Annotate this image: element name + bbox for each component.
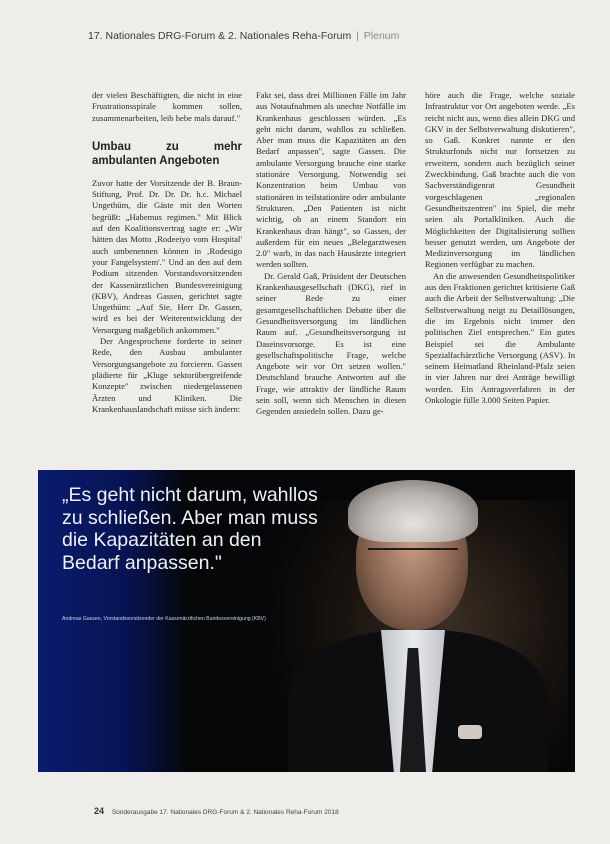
pocket-square (458, 725, 482, 739)
text-column-1 (92, 90, 242, 415)
footer-text: Sonderausgabe 17. Nationales DRG-Forum & 2. Nationales Reha-Forum 2018 (111, 809, 339, 816)
header-title: 17. Nationales DRG-Forum & 2. Nationales Reha-Forum (88, 30, 352, 42)
subheading: Umbau zu mehr ambulanten Angeboten (92, 140, 242, 167)
running-header (88, 30, 568, 42)
pull-quote: „Es geht nicht darum, wahllos zu schließen. Aber man muss die Kapazitäten an den Bedarf anpassen." (62, 484, 318, 574)
paragraph: Zuvor hatte der Vorsitzende der B. Braun-Stiftung, Prof. Dr. Dr. Dr. h.c. Michael Ungethüm, die Gäste mit den Worten begrüßt: „Habemus regimen." Mit Blick auf den Koalitionsvertrag sagte er: „Wir hätten das Motto ‚Rodeeiyo vom Hospital' auch umbenennen können in ‚Rodesigo your Fangelsystem'." Und an den auf dem Podium sitzenden Vorstandsvorsitzenden der Kassenärztlichen Bundesvereinigung (KBV), Andreas Gassen, gerichtet sagte Ungethüm: „Auf Sie, Herr Dr. Gassen, wird es bei der Weiterentwicklung der Versorgung maßgeblich ankommen." (92, 177, 242, 335)
paragraph: höre auch die Frage, welche soziale Infrastruktur vor Ort angeboten werde. „Es reicht nicht aus, wenn dies allein DKG und GKV in der Selbstverwaltung diskutieren", so Gaß. Konkret nannte er den Strukturfonds nicht nur fortsetzen zu erweitern, sondern auch bezüglich seiner Zweckbindung. Gaß brachte auch die von Sachverständigenrat Gesundheit vorgeschlagenen „regionalen Gesundheitszentren" ins Spiel, die mehr seien als Portalkliniken. Auch die Möglichkeiten der Digitalisierung sollten besser genutzt werden, um Angebote der Medizinversorgung im ländlichen Regionen verfügbar zu machen. (425, 90, 575, 270)
speaker-hair (348, 480, 478, 542)
header-separator: | (356, 30, 359, 42)
paragraph: Dr. Gerald Gaß, Präsident der Deutschen Krankenhausgesellschaft (DKG), rief in seiner Rede zu einer gesamtgesellschaftlichen Debatte über die Gesundheitsversorgung im ländlichen Raum auf. „Gesundheitsversorgung ist Daseinsvorsorge. Es ist eine gesellschaftspolitische Frage, welche Angebote wir vor Ort setzen wollen." Deutschland brauche Antworten auf die Frage, wie attraktiv der ländliche Raum sein soll, wenn sich Menschen in diesen Gegenden ansiedeln sollen. Dazu ge- (256, 270, 406, 417)
text-column-3 (425, 90, 575, 406)
text-column-2 (256, 90, 406, 418)
page-footer (94, 806, 339, 816)
photo-credit: Andreas Gassen, Vorstandsvorsitzender der Kassenärztlichen Bundesvereinigung (KBV) (62, 616, 266, 622)
header-section: Plenum (363, 30, 400, 42)
paragraph: der vielen Beschäftigten, die nicht in eine Frustrationsspirale kommen sollen, zusammenarbeiten, leib hebe mals darauf." (92, 90, 242, 123)
speaker-photo (38, 470, 575, 772)
paragraph: Fakt sei, dass drei Millionen Fälle im Jahr aus Notaufnahmen als unechte Notfälle im Krankenhaus geschlossen würden. „Es geht nicht darum, wahllos zu schließen. Aber man muss die Kapazitäten an den Bedarf anpassen", sagte Gassen. Die ambulante Versorgung brauche eine starke stationäre Versorgung. Notwendig sei Konzentration beim Umbau von stationären in teilstationäre oder ambulante Strukturen. „Den Patienten ist nicht wichtig, ob an einem Standort ein Krankenhaus dran hängt", so Gassen, der außerdem für ein neues „Belegarztwesen 2.0" warb, in das nach Hausärzte integriert werden sollten. (256, 90, 406, 270)
page-number: 24 (94, 806, 105, 816)
paragraph: An die anwesenden Gesundheitspolitiker aus den Fraktionen gerichtet kritisierte Gaß auch die Arbeit der Selbstverwaltung: „Die Selbstverwaltung neigt zu Detaillösungen, die im Ergebnis nicht immer den politischen Ziel entsprechen." Ein gutes Beispiel sei die Ambulante Spezialfachärztliche Versorgung (ASV). In seinem Heimatland Rheinland-Pfalz seien in vier Jahren nur drei Anträge bewilligt worden. Ein Antragsverfahren in der Onkologie fülle 3.000 Seiten Papier. (425, 270, 575, 406)
speaker-glasses (368, 548, 458, 568)
paragraph: Der Angesprochene forderte in seiner Rede, den Ausbau ambulanter Versorgungsangebote zu forcieren. Gassen plädierte für „Kluge sektorübergreifende Konzepte" zwischen niedergelassenen Ärzten und Kliniken. Die Krankenhauslandschaft müsse sich ändern: (92, 336, 242, 414)
